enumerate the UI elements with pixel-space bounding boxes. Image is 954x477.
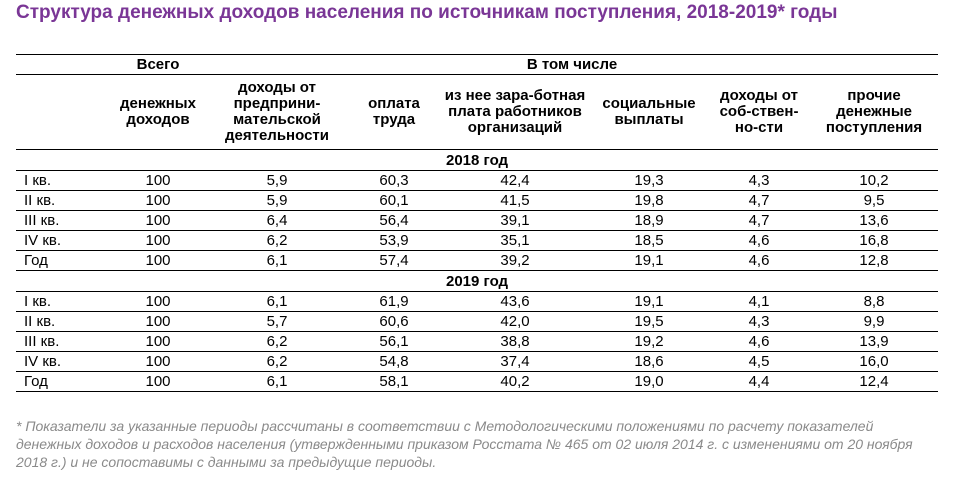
table-row <box>16 312 938 332</box>
table-cell: 56,4 <box>348 211 440 231</box>
column-header-business-income: доходы от предприни-мательской деятельности <box>206 75 348 150</box>
table-cell: 100 <box>110 171 206 191</box>
page-title: Структура денежных доходов населения по источникам поступления, 2018-2019* годы <box>16 2 838 23</box>
table-row <box>16 292 938 312</box>
table-row <box>16 332 938 352</box>
year-row <box>16 150 938 171</box>
row-label: I кв. <box>16 171 110 191</box>
table-cell: 6,4 <box>206 211 348 231</box>
table-cell: 19,3 <box>590 171 708 191</box>
table-cell: 5,7 <box>206 312 348 332</box>
table-cell: 41,5 <box>440 191 590 211</box>
table-cell: 9,5 <box>810 191 938 211</box>
table-cell: 100 <box>110 251 206 271</box>
table-cell: 38,8 <box>440 332 590 352</box>
table-cell: 6,2 <box>206 231 348 251</box>
table-cell: 4,7 <box>708 211 810 231</box>
year-heading: 2019 год <box>16 271 938 292</box>
table-cell: 54,8 <box>348 352 440 372</box>
table-cell: 4,5 <box>708 352 810 372</box>
column-header-labor-pay: оплата труда <box>348 75 440 150</box>
table-cell: 100 <box>110 312 206 332</box>
table-row <box>16 251 938 271</box>
table-cell: 18,9 <box>590 211 708 231</box>
year-row <box>16 271 938 292</box>
table-row <box>16 231 938 251</box>
table-cell: 5,9 <box>206 171 348 191</box>
header-including: В том числе <box>206 55 938 75</box>
column-header-wages: из нее зара-ботная плата работников организаций <box>440 75 590 150</box>
table-cell: 4,1 <box>708 292 810 312</box>
table-cell: 19,5 <box>590 312 708 332</box>
table-cell: 43,6 <box>440 292 590 312</box>
table-cell: 42,0 <box>440 312 590 332</box>
table-cell: 6,2 <box>206 332 348 352</box>
table-cell: 8,8 <box>810 292 938 312</box>
table-cell: 19,2 <box>590 332 708 352</box>
table-cell: 37,4 <box>440 352 590 372</box>
table-cell: 5,9 <box>206 191 348 211</box>
header-empty-cell <box>16 55 110 75</box>
footnote: * Показатели за указанные периоды рассчитаны в соответствии с Методологическими положениями по расчету показателей денежных доходов и расходов населения (утвержденными приказом Росстата № 465 от 02 июля 2014 г. с изменениями от 20 ноября 2018 г.) и не сопоставимы с данными за предыдущие периоды. <box>16 418 913 470</box>
row-label: IV кв. <box>16 231 110 251</box>
table-cell: 16,0 <box>810 352 938 372</box>
table-cell: 53,9 <box>348 231 440 251</box>
table-cell: 4,6 <box>708 251 810 271</box>
table-cell: 19,1 <box>590 292 708 312</box>
table-cell: 42,4 <box>440 171 590 191</box>
table-cell: 35,1 <box>440 231 590 251</box>
table-cell: 4,3 <box>708 171 810 191</box>
column-header-other-income: прочие денежные поступления <box>810 75 938 150</box>
table-row <box>16 171 938 191</box>
table-cell: 19,8 <box>590 191 708 211</box>
table-cell: 19,0 <box>590 372 708 392</box>
header-total: Всего <box>110 55 206 75</box>
row-label: II кв. <box>16 312 110 332</box>
table-cell: 4,6 <box>708 231 810 251</box>
table-cell: 12,4 <box>810 372 938 392</box>
table-row <box>16 211 938 231</box>
table-cell: 10,2 <box>810 171 938 191</box>
row-label: III кв. <box>16 211 110 231</box>
table-cell: 100 <box>110 211 206 231</box>
column-header-total-income: денежных доходов <box>110 75 206 150</box>
table-cell: 58,1 <box>348 372 440 392</box>
header-row-label-cell <box>16 75 110 150</box>
table-cell: 9,9 <box>810 312 938 332</box>
table-cell: 4,4 <box>708 372 810 392</box>
income-structure-table-wrapper <box>16 54 938 392</box>
table-cell: 57,4 <box>348 251 440 271</box>
table-cell: 56,1 <box>348 332 440 352</box>
table-cell: 39,1 <box>440 211 590 231</box>
table-cell: 4,3 <box>708 312 810 332</box>
column-header-property-income: доходы от соб-ствен-но-сти <box>708 75 810 150</box>
table-cell: 39,2 <box>440 251 590 271</box>
table-row <box>16 352 938 372</box>
row-label: III кв. <box>16 332 110 352</box>
table-cell: 40,2 <box>440 372 590 392</box>
income-structure-table <box>16 54 938 392</box>
table-cell: 60,1 <box>348 191 440 211</box>
row-label: Год <box>16 251 110 271</box>
row-label: II кв. <box>16 191 110 211</box>
row-label: I кв. <box>16 292 110 312</box>
table-cell: 100 <box>110 231 206 251</box>
table-cell: 61,9 <box>348 292 440 312</box>
table-cell: 18,5 <box>590 231 708 251</box>
column-header-social-payments: социальные выплаты <box>590 75 708 150</box>
table-cell: 100 <box>110 372 206 392</box>
table-cell: 60,3 <box>348 171 440 191</box>
table-cell: 4,6 <box>708 332 810 352</box>
row-label: IV кв. <box>16 352 110 372</box>
table-cell: 13,6 <box>810 211 938 231</box>
table-cell: 4,7 <box>708 191 810 211</box>
table-cell: 18,6 <box>590 352 708 372</box>
table-cell: 6,1 <box>206 292 348 312</box>
table-cell: 100 <box>110 292 206 312</box>
row-label: Год <box>16 372 110 392</box>
year-heading: 2018 год <box>16 150 938 171</box>
table-row <box>16 372 938 392</box>
table-cell: 6,1 <box>206 372 348 392</box>
table-cell: 16,8 <box>810 231 938 251</box>
table-cell: 60,6 <box>348 312 440 332</box>
table-cell: 6,2 <box>206 352 348 372</box>
table-cell: 100 <box>110 332 206 352</box>
table-cell: 100 <box>110 191 206 211</box>
table-cell: 13,9 <box>810 332 938 352</box>
table-cell: 100 <box>110 352 206 372</box>
table-cell: 19,1 <box>590 251 708 271</box>
table-cell: 12,8 <box>810 251 938 271</box>
table-cell: 6,1 <box>206 251 348 271</box>
table-row <box>16 191 938 211</box>
table-body <box>16 150 938 392</box>
